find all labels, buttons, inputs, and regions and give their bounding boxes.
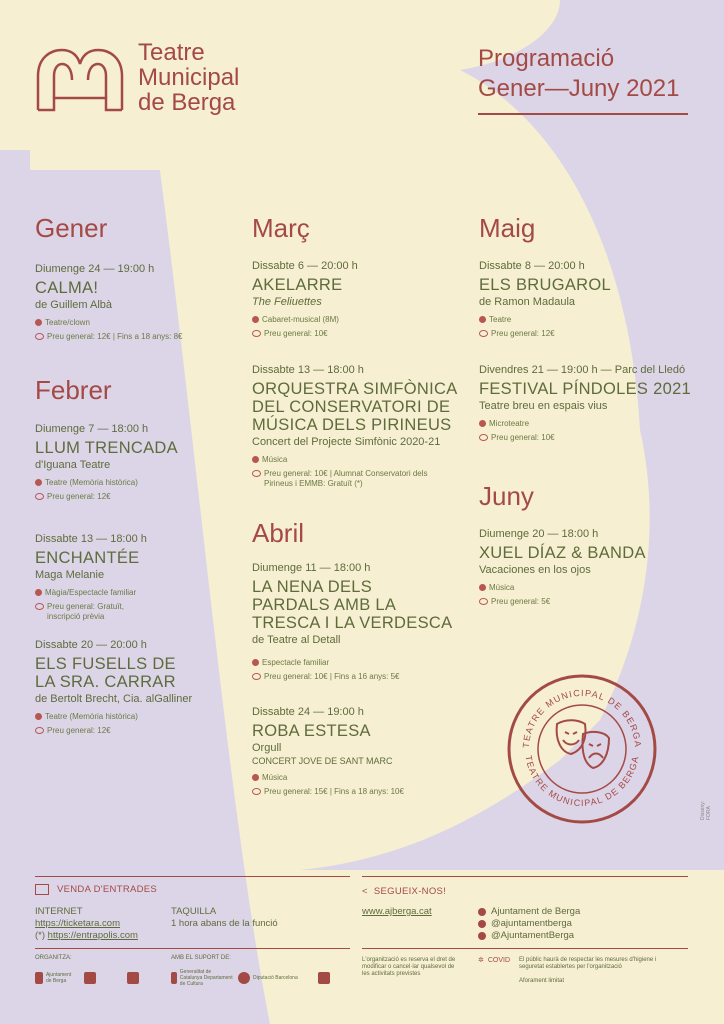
event-subtitle: The Feliuettes [252, 296, 322, 308]
event-type: Màgia/Espectacle familiar [35, 588, 260, 598]
magic-icon [35, 589, 42, 596]
event-type: Música [479, 583, 704, 593]
theatre-masks-icon [505, 672, 659, 826]
event-subtitle: Orgull [252, 742, 282, 754]
month-gener: Gener [35, 213, 108, 243]
footer-divider-right-2 [362, 948, 688, 949]
social-twitter[interactable]: @AjuntamentBerga [478, 930, 574, 941]
theatre-logo [34, 46, 126, 116]
internet-label: INTERNET [35, 906, 83, 917]
event-type: Microteatre [479, 419, 699, 429]
event-price: Preu general: 12€ [35, 726, 260, 736]
event-title: ROBA ESTESA [252, 722, 371, 740]
sponsor-diputacio: Diputació Barcelona [238, 970, 308, 985]
event-type: Cabaret-musical (8M) [252, 315, 477, 325]
theatre-name-line1: Teatre [138, 39, 205, 66]
taquilla-text: 1 hora abans de la funció [171, 918, 278, 929]
event-date: Dissabte 13 — 18:00 h [252, 364, 364, 376]
theatre-name-line2: Municipal [138, 64, 240, 91]
event-subtitle: de Ramon Madaula [479, 296, 576, 308]
event-subtitle-2: CONCERT JOVE DE SANT MARC [252, 756, 393, 766]
event-pindoles [479, 364, 699, 443]
month-abril: Abril [252, 518, 305, 548]
euro-icon [35, 727, 44, 734]
euro-icon [252, 330, 261, 337]
limited-capacity: Aforament limitat [519, 978, 565, 984]
event-type: Teatre/clown [35, 318, 260, 328]
event-title: FESTIVAL PÍNDOLES 2021 [479, 380, 692, 398]
event-la-nena [252, 562, 482, 682]
event-title-line2: PARDALS AMB LA [252, 596, 397, 614]
event-date: Dissabte 13 — 18:00 h [35, 533, 147, 545]
event-date: Dissabte 8 — 20:00 h [479, 260, 585, 272]
covid-label: ✲ COVID [478, 957, 511, 964]
follow-heading: < SEGUEIX-NOS! [362, 886, 447, 897]
sponsor-logo-4 [318, 970, 333, 985]
event-price: Preu general: 12€ [479, 329, 704, 339]
footer-divider-left [35, 876, 350, 877]
event-title-line2: LA SRA. CARRAR [35, 673, 176, 691]
event-subtitle: de Bertolt Brecht, Cia. alGalliner [35, 693, 193, 705]
family-icon [252, 659, 259, 666]
entrapolis-link[interactable]: https://entrapolis.com [47, 930, 138, 941]
instagram-icon [478, 920, 486, 928]
music-icon [252, 456, 259, 463]
event-els-fusells [35, 639, 260, 736]
ticketara-link[interactable]: https://ticketara.com [35, 918, 121, 929]
event-title: ENCHANTÉE [35, 549, 140, 567]
event-title-line1: LA NENA DELS [252, 578, 373, 596]
event-price: Preu general: 12€ [35, 492, 260, 502]
event-date: Dissabte 24 — 19:00 h [252, 706, 364, 718]
event-title: CALMA! [35, 279, 99, 297]
theatre-name-line3: de Berga [138, 89, 236, 116]
euro-icon [479, 598, 488, 605]
event-els-brugarol [479, 260, 704, 339]
stamp-text-bottom: TEATRE MUNICIPAL DE BERGA [523, 754, 641, 809]
sponsor-logo-3 [127, 970, 142, 985]
footer-divider-left-2 [35, 948, 350, 949]
ticket-sales-heading: VENDA D'ENTRADES [35, 884, 157, 895]
event-price: Preu general: 10€ [479, 433, 699, 443]
website-link[interactable]: www.ajberga.cat [362, 906, 432, 917]
event-xuel-diaz [479, 528, 704, 607]
diputacio-logo [238, 972, 250, 984]
euro-icon [252, 673, 261, 680]
stamp-text-top: TEATRE MUNICIPAL DE BERGA [520, 687, 644, 749]
covid-icon: ✲ [478, 957, 484, 964]
event-type: Teatre [479, 315, 704, 325]
theatre-icon [35, 479, 42, 486]
event-subtitle: Concert del Projecte Simfònic 2020-21 [252, 436, 441, 448]
event-subtitle: Maga Melanie [35, 569, 105, 581]
social-instagram[interactable]: @ajuntamentberga [478, 918, 572, 929]
ticket-icon [35, 884, 49, 895]
organizer-label: ORGANITZA: [35, 955, 72, 961]
taquilla-label: TAQUILLA [171, 906, 217, 917]
euro-icon [35, 493, 44, 500]
theatre-icon [35, 319, 42, 326]
event-calma [35, 263, 260, 342]
event-price: Preu general: 10€ | Fins a 16 anys: 5€ [252, 672, 482, 682]
music-icon [479, 584, 486, 591]
euro-icon [252, 788, 261, 795]
month-maig: Maig [479, 213, 536, 243]
footer-divider-right [362, 876, 688, 877]
event-price: Preu general: 10€ | Alumnat Conservatori dels Pirineus i EMMB: Gratuït (*) [252, 469, 482, 489]
cabaret-icon [252, 316, 259, 323]
event-subtitle: Vacaciones en los ojos [479, 564, 591, 576]
microtheatre-icon [479, 420, 486, 427]
event-price: Preu general: 10€ [252, 329, 477, 339]
euro-icon [479, 434, 488, 441]
theatre-icon [479, 316, 486, 323]
social-facebook[interactable]: Ajuntament de Berga [478, 906, 580, 917]
event-subtitle: de Guillem Albà [35, 299, 113, 311]
sponsor-logo-2 [84, 970, 99, 985]
event-title-line3: TRESCA I LA VERDESCA [252, 614, 453, 632]
month-febrer: Febrer [35, 375, 112, 405]
event-type: Música [252, 773, 477, 783]
event-date: Diumenge 7 — 18:00 h [35, 423, 149, 435]
event-subtitle: Teatre breu en espais vius [479, 400, 608, 412]
event-type: Teatre (Memòria històrica) [35, 478, 260, 488]
event-price: Preu general: 5€ [479, 597, 704, 607]
euro-icon [479, 330, 488, 337]
event-enchantee [35, 533, 260, 622]
event-title-line2: DEL CONSERVATORI DE [252, 398, 451, 416]
event-date: Diumenge 24 — 19:00 h [35, 263, 155, 275]
event-date: Dissabte 6 — 20:00 h [252, 260, 358, 272]
theatre-stamp [505, 672, 659, 826]
sponsor-logo [127, 972, 139, 984]
event-date: Diumenge 11 — 18:00 h [252, 562, 371, 574]
sponsor-ajuntament: Ajuntament de Berga [35, 970, 77, 985]
event-type: Música [252, 455, 482, 465]
event-orquestra [252, 364, 482, 489]
theatre-icon [35, 713, 42, 720]
organization-disclaimer: L'organització es reserva el dret de modificar o cancel·lar qualsevol de les activitats previstes [362, 957, 456, 977]
event-type: Espectacle familiar [252, 658, 482, 668]
facebook-icon [478, 908, 486, 916]
event-llum-trencada [35, 423, 260, 502]
theatre-logo-icon [34, 46, 126, 116]
event-date: Divendres 21 — 19:00 h — Parc del Lledó [479, 364, 686, 376]
event-roba-estesa [252, 706, 477, 797]
event-price: Preu general: Gratuït, inscripció prèvia [35, 602, 260, 622]
programme-title-line1: Programació [478, 45, 615, 72]
event-title-line3: MÚSICA DELS PIRINEUS [252, 416, 452, 434]
event-subtitle: d'Iguana Teatre [35, 459, 111, 471]
event-type: Teatre (Memòria històrica) [35, 712, 260, 722]
entrapolis-link-row [35, 930, 138, 941]
covid-text: El públic haurà de respectar les mesures d'higiene i seguretat establertes per l'organització [519, 957, 657, 970]
ajuntament-logo [35, 972, 43, 984]
theatre-name [138, 40, 239, 115]
event-title: LLUM TRENCADA [35, 439, 178, 457]
sponsor-generalitat: Generalitat de Catalunya Departament de Cultura [171, 970, 233, 985]
event-title-line1: ORQUESTRA SIMFÒNICA [252, 380, 458, 398]
event-subtitle: de Teatre al Detall [252, 634, 341, 646]
programme-title [478, 44, 679, 104]
programme-title-line2: Gener—Juny 2021 [478, 75, 680, 102]
event-title-line1: ELS FUSELLS DE [35, 655, 176, 673]
event-akelarre [252, 260, 477, 339]
event-date: Diumenge 20 — 18:00 h [479, 528, 599, 540]
month-marc: Març [252, 213, 310, 243]
generalitat-logo [171, 972, 177, 984]
event-date: Dissabte 20 — 20:00 h [35, 639, 147, 651]
support-label: AMB EL SUPORT DE: [171, 955, 231, 961]
twitter-icon [478, 932, 486, 940]
programme-underline [478, 113, 688, 115]
event-title: AKELARRE [252, 276, 343, 294]
month-juny: Juny [479, 481, 534, 511]
euro-icon [35, 603, 44, 610]
entrapolis-note: (*) [35, 930, 46, 941]
event-title: XUEL DÍAZ & BANDA [479, 544, 646, 562]
euro-icon [35, 333, 44, 340]
event-title: ELS BRUGAROL [479, 276, 611, 294]
sponsor-logo [84, 972, 96, 984]
music-icon [252, 774, 259, 781]
event-price: Preu general: 12€ | Fins a 18 anys: 8€ [35, 332, 260, 342]
share-icon: < [362, 886, 368, 897]
sponsor-logo [318, 972, 330, 984]
euro-icon [252, 470, 261, 477]
design-credit: Disseny: FORA [700, 800, 712, 820]
event-price: Preu general: 15€ | Fins a 18 anys: 10€ [252, 787, 477, 797]
